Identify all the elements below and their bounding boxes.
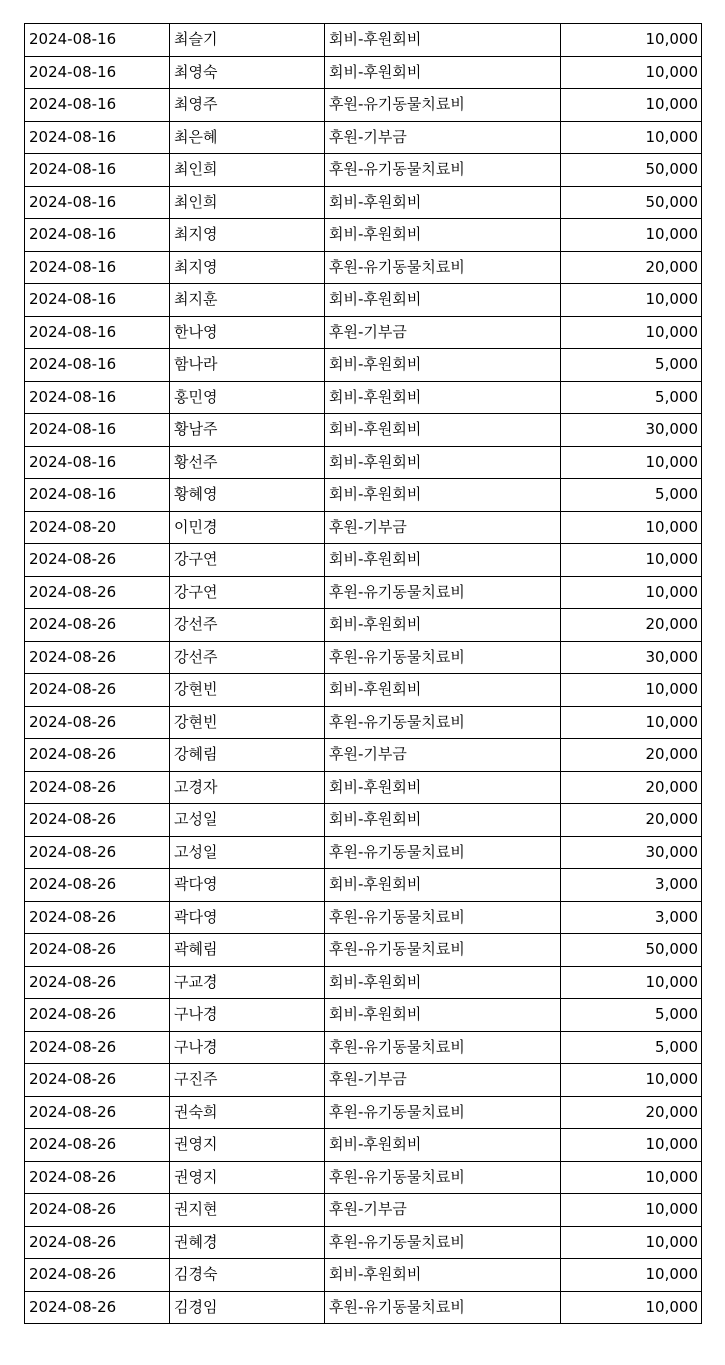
donor-name-cell: 강선주 (170, 641, 325, 674)
category-cell: 회비-후원회비 (325, 674, 561, 707)
category-cell: 회비-후원회비 (325, 219, 561, 252)
category-cell: 회비-후원회비 (325, 479, 561, 512)
donor-name-cell: 강구연 (170, 576, 325, 609)
donor-name-cell: 최지영 (170, 219, 325, 252)
category-cell: 회비-후원회비 (325, 869, 561, 902)
date-cell: 2024-08-16 (25, 219, 170, 252)
donor-name-cell: 곽혜림 (170, 934, 325, 967)
category-cell: 회비-후원회비 (325, 24, 561, 57)
amount-cell: 10,000 (561, 121, 702, 154)
amount-cell: 50,000 (561, 934, 702, 967)
table-row (25, 1259, 702, 1292)
amount-cell: 20,000 (561, 1096, 702, 1129)
donor-name-cell: 한나영 (170, 316, 325, 349)
table-row (25, 446, 702, 479)
donor-name-cell: 김경임 (170, 1291, 325, 1324)
table-row (25, 89, 702, 122)
donor-name-cell: 최영숙 (170, 56, 325, 89)
table-row (25, 999, 702, 1032)
amount-cell: 20,000 (561, 609, 702, 642)
table-row (25, 381, 702, 414)
date-cell: 2024-08-26 (25, 544, 170, 577)
donor-name-cell: 홍민영 (170, 381, 325, 414)
donor-name-cell: 강구연 (170, 544, 325, 577)
amount-cell: 10,000 (561, 89, 702, 122)
category-cell: 후원-기부금 (325, 121, 561, 154)
table-row (25, 511, 702, 544)
table-row (25, 706, 702, 739)
amount-cell: 20,000 (561, 739, 702, 772)
date-cell: 2024-08-20 (25, 511, 170, 544)
amount-cell: 10,000 (561, 446, 702, 479)
category-cell: 회비-후원회비 (325, 609, 561, 642)
donor-name-cell: 고경자 (170, 771, 325, 804)
date-cell: 2024-08-16 (25, 251, 170, 284)
table-row (25, 901, 702, 934)
amount-cell: 10,000 (561, 1129, 702, 1162)
date-cell: 2024-08-26 (25, 1096, 170, 1129)
amount-cell: 10,000 (561, 284, 702, 317)
table-row (25, 869, 702, 902)
table-row (25, 1064, 702, 1097)
donor-name-cell: 권지현 (170, 1194, 325, 1227)
table-row (25, 219, 702, 252)
date-cell: 2024-08-16 (25, 24, 170, 57)
date-cell: 2024-08-16 (25, 381, 170, 414)
table-row (25, 674, 702, 707)
donor-name-cell: 함나라 (170, 349, 325, 382)
donor-name-cell: 구진주 (170, 1064, 325, 1097)
amount-cell: 10,000 (561, 1064, 702, 1097)
donor-name-cell: 최인희 (170, 154, 325, 187)
donor-name-cell: 최은혜 (170, 121, 325, 154)
amount-cell: 10,000 (561, 316, 702, 349)
date-cell: 2024-08-26 (25, 1291, 170, 1324)
category-cell: 후원-기부금 (325, 739, 561, 772)
date-cell: 2024-08-26 (25, 576, 170, 609)
date-cell: 2024-08-26 (25, 966, 170, 999)
category-cell: 후원-유기동물치료비 (325, 901, 561, 934)
table-row (25, 934, 702, 967)
date-cell: 2024-08-26 (25, 1129, 170, 1162)
donor-name-cell: 곽다영 (170, 901, 325, 934)
table-row (25, 1194, 702, 1227)
date-cell: 2024-08-26 (25, 771, 170, 804)
amount-cell: 5,000 (561, 349, 702, 382)
date-cell: 2024-08-26 (25, 1194, 170, 1227)
amount-cell: 5,000 (561, 1031, 702, 1064)
donor-name-cell: 구나경 (170, 1031, 325, 1064)
date-cell: 2024-08-26 (25, 674, 170, 707)
category-cell: 후원-유기동물치료비 (325, 1291, 561, 1324)
donor-name-cell: 구교경 (170, 966, 325, 999)
category-cell: 회비-후원회비 (325, 414, 561, 447)
amount-cell: 10,000 (561, 1259, 702, 1292)
date-cell: 2024-08-26 (25, 1161, 170, 1194)
amount-cell: 50,000 (561, 186, 702, 219)
donor-name-cell: 황혜영 (170, 479, 325, 512)
table-row (25, 771, 702, 804)
amount-cell: 10,000 (561, 1194, 702, 1227)
category-cell: 후원-기부금 (325, 1064, 561, 1097)
category-cell: 회비-후원회비 (325, 999, 561, 1032)
donor-name-cell: 권영지 (170, 1129, 325, 1162)
donor-name-cell: 곽다영 (170, 869, 325, 902)
table-row (25, 1096, 702, 1129)
donor-name-cell: 최지영 (170, 251, 325, 284)
category-cell: 회비-후원회비 (325, 284, 561, 317)
amount-cell: 5,000 (561, 479, 702, 512)
category-cell: 회비-후원회비 (325, 349, 561, 382)
amount-cell: 10,000 (561, 674, 702, 707)
date-cell: 2024-08-26 (25, 739, 170, 772)
category-cell: 후원-유기동물치료비 (325, 1096, 561, 1129)
category-cell: 후원-유기동물치료비 (325, 641, 561, 674)
date-cell: 2024-08-26 (25, 1064, 170, 1097)
amount-cell: 10,000 (561, 544, 702, 577)
date-cell: 2024-08-16 (25, 121, 170, 154)
category-cell: 회비-후원회비 (325, 804, 561, 837)
category-cell: 후원-유기동물치료비 (325, 1161, 561, 1194)
date-cell: 2024-08-26 (25, 999, 170, 1032)
table-row (25, 349, 702, 382)
category-cell: 회비-후원회비 (325, 1129, 561, 1162)
donor-name-cell: 강현빈 (170, 674, 325, 707)
date-cell: 2024-08-26 (25, 804, 170, 837)
amount-cell: 30,000 (561, 641, 702, 674)
amount-cell: 10,000 (561, 56, 702, 89)
amount-cell: 3,000 (561, 869, 702, 902)
category-cell: 후원-유기동물치료비 (325, 836, 561, 869)
table-row (25, 739, 702, 772)
amount-cell: 10,000 (561, 576, 702, 609)
category-cell: 회비-후원회비 (325, 1259, 561, 1292)
category-cell: 회비-후원회비 (325, 446, 561, 479)
donor-name-cell: 고성일 (170, 836, 325, 869)
category-cell: 후원-유기동물치료비 (325, 89, 561, 122)
donor-name-cell: 황남주 (170, 414, 325, 447)
category-cell: 후원-유기동물치료비 (325, 154, 561, 187)
table-row (25, 1161, 702, 1194)
date-cell: 2024-08-26 (25, 934, 170, 967)
category-cell: 회비-후원회비 (325, 966, 561, 999)
amount-cell: 3,000 (561, 901, 702, 934)
table-row (25, 284, 702, 317)
date-cell: 2024-08-16 (25, 89, 170, 122)
table-row (25, 154, 702, 187)
table-row (25, 414, 702, 447)
table-row (25, 836, 702, 869)
amount-cell: 20,000 (561, 804, 702, 837)
category-cell: 후원-유기동물치료비 (325, 251, 561, 284)
table-row (25, 121, 702, 154)
table-row (25, 1291, 702, 1324)
date-cell: 2024-08-26 (25, 641, 170, 674)
date-cell: 2024-08-16 (25, 186, 170, 219)
date-cell: 2024-08-16 (25, 446, 170, 479)
table-row (25, 966, 702, 999)
date-cell: 2024-08-16 (25, 479, 170, 512)
amount-cell: 10,000 (561, 219, 702, 252)
category-cell: 회비-후원회비 (325, 186, 561, 219)
donor-name-cell: 최인희 (170, 186, 325, 219)
table-row (25, 1031, 702, 1064)
donor-name-cell: 강현빈 (170, 706, 325, 739)
donor-name-cell: 황선주 (170, 446, 325, 479)
table-row (25, 316, 702, 349)
category-cell: 회비-후원회비 (325, 771, 561, 804)
category-cell: 후원-기부금 (325, 1194, 561, 1227)
table-row (25, 479, 702, 512)
amount-cell: 30,000 (561, 414, 702, 447)
donation-ledger-table (24, 23, 702, 1324)
donor-name-cell: 최슬기 (170, 24, 325, 57)
donor-name-cell: 이민경 (170, 511, 325, 544)
ledger-body (25, 24, 702, 1324)
date-cell: 2024-08-26 (25, 609, 170, 642)
table-row (25, 56, 702, 89)
date-cell: 2024-08-26 (25, 1031, 170, 1064)
category-cell: 회비-후원회비 (325, 544, 561, 577)
donor-name-cell: 강혜림 (170, 739, 325, 772)
date-cell: 2024-08-26 (25, 901, 170, 934)
category-cell: 회비-후원회비 (325, 56, 561, 89)
category-cell: 후원-유기동물치료비 (325, 1226, 561, 1259)
donor-name-cell: 권숙희 (170, 1096, 325, 1129)
amount-cell: 10,000 (561, 966, 702, 999)
amount-cell: 20,000 (561, 251, 702, 284)
donor-name-cell: 권영지 (170, 1161, 325, 1194)
date-cell: 2024-08-16 (25, 56, 170, 89)
amount-cell: 50,000 (561, 154, 702, 187)
amount-cell: 10,000 (561, 1226, 702, 1259)
table-row (25, 1226, 702, 1259)
category-cell: 후원-유기동물치료비 (325, 576, 561, 609)
category-cell: 회비-후원회비 (325, 381, 561, 414)
amount-cell: 20,000 (561, 771, 702, 804)
amount-cell: 10,000 (561, 1291, 702, 1324)
table-row (25, 609, 702, 642)
date-cell: 2024-08-16 (25, 414, 170, 447)
date-cell: 2024-08-26 (25, 1226, 170, 1259)
table-row (25, 576, 702, 609)
date-cell: 2024-08-16 (25, 316, 170, 349)
date-cell: 2024-08-26 (25, 706, 170, 739)
donor-name-cell: 구나경 (170, 999, 325, 1032)
amount-cell: 10,000 (561, 706, 702, 739)
amount-cell: 5,000 (561, 381, 702, 414)
table-row (25, 804, 702, 837)
category-cell: 후원-기부금 (325, 316, 561, 349)
date-cell: 2024-08-26 (25, 869, 170, 902)
table-row (25, 24, 702, 57)
date-cell: 2024-08-16 (25, 154, 170, 187)
date-cell: 2024-08-26 (25, 836, 170, 869)
table-row (25, 186, 702, 219)
amount-cell: 5,000 (561, 999, 702, 1032)
donor-name-cell: 최영주 (170, 89, 325, 122)
donor-name-cell: 권혜경 (170, 1226, 325, 1259)
date-cell: 2024-08-16 (25, 284, 170, 317)
amount-cell: 30,000 (561, 836, 702, 869)
amount-cell: 10,000 (561, 511, 702, 544)
category-cell: 후원-유기동물치료비 (325, 934, 561, 967)
donor-name-cell: 최지훈 (170, 284, 325, 317)
amount-cell: 10,000 (561, 24, 702, 57)
date-cell: 2024-08-26 (25, 1259, 170, 1292)
table-row (25, 641, 702, 674)
category-cell: 후원-유기동물치료비 (325, 1031, 561, 1064)
date-cell: 2024-08-16 (25, 349, 170, 382)
category-cell: 후원-기부금 (325, 511, 561, 544)
donor-name-cell: 강선주 (170, 609, 325, 642)
category-cell: 후원-유기동물치료비 (325, 706, 561, 739)
amount-cell: 10,000 (561, 1161, 702, 1194)
table-row (25, 251, 702, 284)
table-row (25, 544, 702, 577)
table-row (25, 1129, 702, 1162)
donor-name-cell: 김경숙 (170, 1259, 325, 1292)
donor-name-cell: 고성일 (170, 804, 325, 837)
